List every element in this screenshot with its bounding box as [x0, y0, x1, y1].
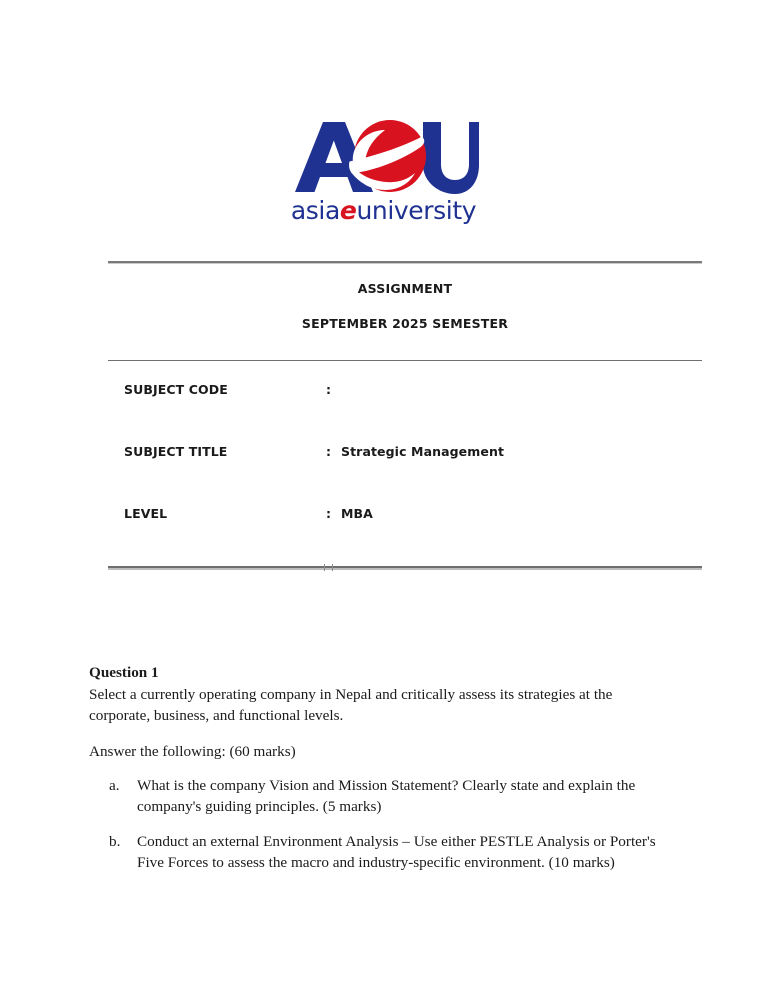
level-label: LEVEL — [124, 506, 168, 521]
page-title: ASSIGNMENT — [357, 281, 453, 296]
list-item — [89, 832, 669, 874]
aou-logo-mark — [289, 118, 479, 196]
level-colon: : — [326, 506, 332, 521]
question-sub-items — [89, 776, 669, 874]
subject-title-label: SUBJECT TITLE — [124, 444, 228, 459]
answer-instruction: Answer the following: (60 marks) — [89, 742, 296, 760]
list-item-marker: b. — [109, 832, 121, 850]
document-headings — [108, 281, 702, 331]
subject-code-label: SUBJECT CODE — [124, 382, 228, 397]
university-logo — [0, 118, 767, 223]
list-item-text: What is the company Vision and Mission Statement? Clearly state and explain the company's guiding principles. (5 marks) — [137, 776, 636, 815]
list-item-text: Conduct an external Environment Analysis – Use either PESTLE Analysis or Porter's Five Forces to assess the macro and industry-specific environment. (10 marks) — [137, 832, 656, 871]
logo-wordmark-accent: e — [339, 196, 357, 225]
subject-title-value: Strategic Management — [341, 444, 505, 459]
meta-row-subject-title — [124, 444, 702, 506]
subject-details — [124, 382, 702, 568]
list-item-marker: a. — [109, 776, 120, 794]
divider-top — [108, 261, 702, 264]
logo-wordmark-prefix: asia — [290, 196, 340, 225]
semester-label: SEPTEMBER 2025 SEMESTER — [301, 316, 509, 331]
subject-title-colon: : — [326, 444, 332, 459]
meta-row-subject-code — [124, 382, 702, 444]
question-heading: Question 1 — [89, 664, 159, 681]
question-intro: Select a currently operating company in Nepal and critically assess its strategies at the corporate, business, and functional levels. — [89, 685, 613, 724]
logo-letter-u-shape — [423, 122, 479, 194]
divider-middle — [108, 360, 702, 361]
logo-wordmark-suffix: university — [356, 196, 477, 225]
question-section — [89, 663, 669, 888]
list-item — [89, 776, 669, 818]
subject-code-colon: : — [326, 382, 332, 397]
level-value: MBA — [341, 506, 373, 521]
meta-row-level — [124, 506, 702, 568]
logo-globe-icon — [349, 120, 426, 192]
logo-wordmark — [291, 198, 476, 223]
